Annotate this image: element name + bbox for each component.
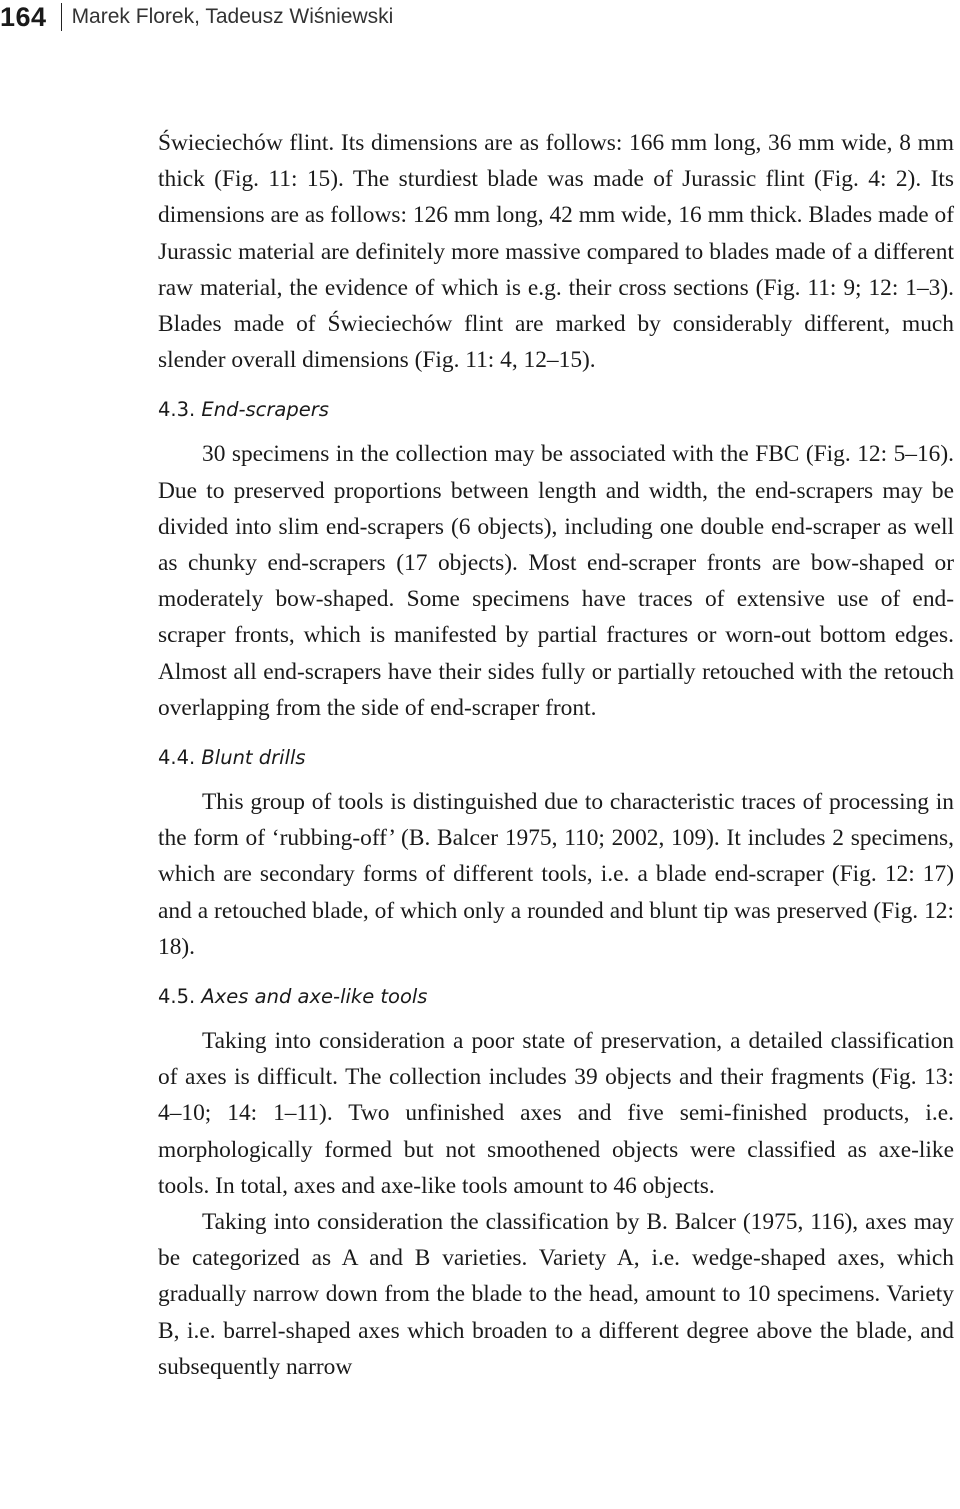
section-number: 4.5. <box>158 985 196 1009</box>
running-head-authors: Marek Florek, Tadeusz Wiśniewski <box>71 5 394 28</box>
article-body <box>158 125 954 1385</box>
body-paragraph: This group of tools is distinguished due to characteristic traces of processing in the form of ‘rubbing-off’ (B. Balcer 1975, 110; 2002, 109). It includes 2 specimens, which are secondary forms of different tools, i.e. a blade end-scraper (Fig. 12: 17) and a retouched blade, of which only a rounded and blunt tip was preserved (Fig. 12: 18). <box>158 789 954 960</box>
body-paragraph: Taking into consideration the classification by B. Balcer (1975, 116), axes may be categorized as A and B varieties. Variety A, i.e. wedge-shaped axes, which gradually narrow down from the blade to the head, amount to 10 specimens. Variety B, i.e. barrel-shaped axes which broaden to a different degree above the blade, and subsequently narrow <box>158 1209 954 1380</box>
page-number: 164 <box>0 2 47 32</box>
body-paragraph: Świeciechów flint. Its dimensions are as follows: 166 mm long, 36 mm wide, 8 mm thick (Fig. 11: 15). The sturdiest blade was made of Jurassic flint (Fig. 4: 2). Its dimensions are as follows: 126 mm long, 42 mm wide, 16 mm thick. Blades made of Jurassic material are definitely more massive compared to blades made of a different raw material, the evidence of which is e.g. their cross sections (Fig. 11: 9; 12: 1–3). Blades made of Świeciechów flint are marked by considerably different, much slender overall dimensions (Fig. 11: 4, 12–15). <box>158 130 954 374</box>
section-title: Blunt drills <box>201 746 306 770</box>
body-paragraph: Taking into consideration a poor state of preservation, a detailed classification of axes is difficult. The collection includes 39 objects and their fragments (Fig. 13: 4–10; 14: 1–11). Two unfinished axes and five semi-finished products, i.e. morphologically formed but not smoothened objects were classified as axe-like tools. In total, axes and axe-like tools amount to 46 objects. <box>158 1028 954 1199</box>
section-title: Axes and axe-like tools <box>201 985 428 1009</box>
body-paragraph: 30 specimens in the collection may be associated with the FBC (Fig. 12: 5–16). Due to preserved proportions between length and width, the end-scrapers may be divided into slim end-scrapers (6 objects), including one double end-scraper as well as chunky end-scrapers (17 objects). Most end-scraper fronts are bow-shaped or moderately bow-shaped. Some specimens have traces of extensive use of end-scraper fronts, which is manifested by partial fractures or worn-out bottom edges. Almost all end-scrapers have their sides fully or partially retouched with the retouch overlapping from the side of end-scraper front. <box>158 441 954 721</box>
section-number: 4.4. <box>158 746 196 770</box>
section-heading <box>158 743 954 773</box>
section-heading <box>158 395 954 425</box>
section-title: End-scrapers <box>201 398 329 422</box>
section-blunt-drills <box>158 743 954 965</box>
running-head <box>0 0 393 34</box>
section-end-scrapers <box>158 395 954 726</box>
section-number: 4.3. <box>158 398 196 422</box>
section-heading <box>158 982 954 1012</box>
section-axes <box>158 982 954 1385</box>
